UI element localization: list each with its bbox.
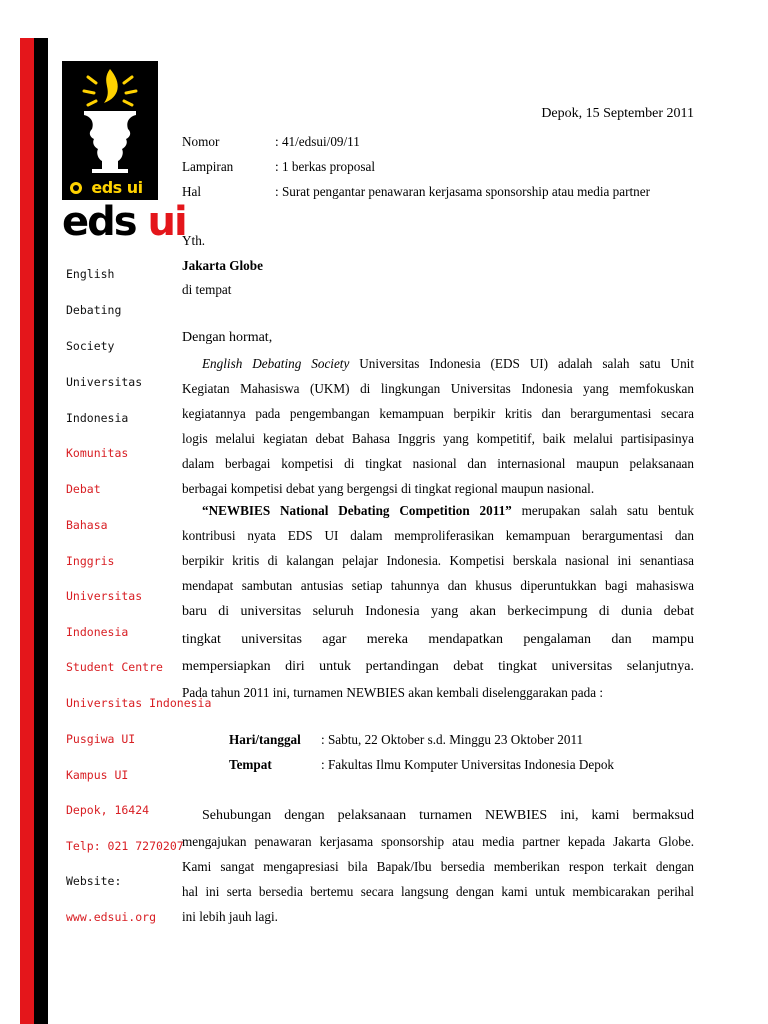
sidebar-item: Website: [66,874,122,888]
sidebar-item: Komunitas [66,446,129,460]
black-border-stripe [34,38,48,1024]
logo-caption: eds ui [91,178,143,197]
paragraph-line: Sehubungan dengan pelaksanaan turnamen NEWBIES ini, kami bermaksud [202,808,694,823]
paragraph-line: hal ini serta bersedia bertemu secara langsung dengan kami untuk membicarakan perihal [182,884,694,899]
sidebar-item: Pusgiwa UI [66,732,136,746]
paragraph-line: English Debating Society Universitas Indonesia (EDS UI) adalah salah satu Unit [202,356,694,371]
paragraph-line: berpikir kritis di kalangan pelajar Indonesia. Kompetisi berskala nasional ini senantiasa [182,553,694,568]
recipient-name: Jakarta Globe [182,258,263,273]
detail-label-date: Hari/tanggal [229,732,301,747]
eds-ui-logo [62,61,158,200]
paragraph-line: dalam berbagai kompetisi di tingkat nasional dan internasional maupun pelaksanaan [182,456,694,471]
sidebar-item: Society [66,339,115,353]
brand-wordmark [62,200,186,244]
paragraph-line: mempersiapkan diri untuk pertandingan debat tingkat universitas selanjutnya. [182,659,694,674]
paragraph-line: “NEWBIES National Debating Competition 2011” merupakan salah satu bentuk [202,503,694,518]
brand-ui: ui [147,199,186,245]
sidebar-item: Universitas [66,375,143,389]
paragraph-line: Kami sangat mengapresiasi bila Bapak/Ibu bersedia memberikan respon terkait dengan [182,859,694,874]
paragraph-intro [182,351,694,501]
paragraph-line: baru di universitas seluruh Indonesia yang akan berkecimpung di dunia debat [182,604,694,619]
paragraph-line: mengajukan penawaran kerjasama sponsorship atau media partner kepada Jakarta Globe. [182,834,694,849]
meta-value-nomor: : 41/edsui/09/11 [275,134,360,149]
paragraph-line: Pada tahun 2011 ini, turnamen NEWBIES akan kembali diselenggarakan pada : [182,685,604,700]
detail-value-place: : Fakultas Ilmu Komputer Universitas Indonesia Depok [321,757,615,772]
sidebar-item: Debat [66,482,101,496]
red-border-stripe [20,38,34,1024]
sidebar-item: Depok, 16424 [66,803,150,817]
sidebar-item: Telp: 021 7270207 [66,839,184,853]
sidebar-item: Bahasa [66,518,108,532]
sidebar-item: Universitas Indonesia [66,696,212,710]
paragraph-line: Kegiatan Mahasiswa (UKM) di lingkungan Universitas Indonesia yang memfokuskan [182,381,694,396]
society-name: English Debating Society [202,356,350,371]
brand-eds: eds [62,199,136,245]
sidebar-item: Student Centre [66,660,163,674]
sidebar-item: English [66,267,115,281]
sidebar-item: Inggris [66,554,115,568]
detail-value-date: : Sabtu, 22 Oktober s.d. Minggu 23 Oktober 2011 [321,732,584,747]
paragraph-closing [182,803,694,929]
salutation: Dengan hormat, [182,330,273,345]
paragraph-line: ini lebih jauh lagi. [182,909,278,924]
paragraph-line: kontribusi nyata EDS UI dalam memproliferasikan kemampuan berargumentasi dan [182,528,694,543]
sidebar-item: Universitas [66,589,143,603]
letter-date: Depok, 15 September 2011 [541,106,694,121]
sidebar-item: Kampus UI [66,768,129,782]
sidebar-item: www.edsui.org [66,910,157,924]
meta-value-lampiran: : 1 berkas proposal [275,159,375,174]
paragraph-line: kegiatannya pada pengembangan kemampuan berpikir kritis dan berargumentasi secara [182,406,694,421]
meta-label-nomor: Nomor [182,134,220,149]
detail-label-place: Tempat [229,757,272,772]
meta-value-hal: : Surat pengantar penawaran kerjasama sponsorship atau media partner [275,184,650,199]
recipient-greeting: Yth. [182,233,206,248]
sidebar-item: Debating [66,303,122,317]
sidebar-item: Indonesia [66,411,129,425]
sidebar-item: Indonesia [66,625,129,639]
meta-label-hal: Hal [182,184,202,199]
paragraph-line: logis melalui kegiatan debat Bahasa Inggris yang kompetitif, baik melalui partisipasinya [182,431,694,446]
paragraph-line: tingkat universitas agar mereka mendapatkan pengalaman dan mampu [182,632,694,647]
recipient-place: di tempat [182,282,232,297]
paragraph-line: mendapat sambutan antusias setiap tahunnya dan khusus diperuntukkan bagi mahasiswa [182,578,694,593]
meta-label-lampiran: Lampiran [182,159,234,174]
paragraph-newbies [182,498,694,705]
paragraph-line: berbagai kompetisi debat yang bergengsi di tingkat regional maupun nasional. [182,481,595,496]
competition-name: “NEWBIES National Debating Competition 2011” [202,503,512,518]
